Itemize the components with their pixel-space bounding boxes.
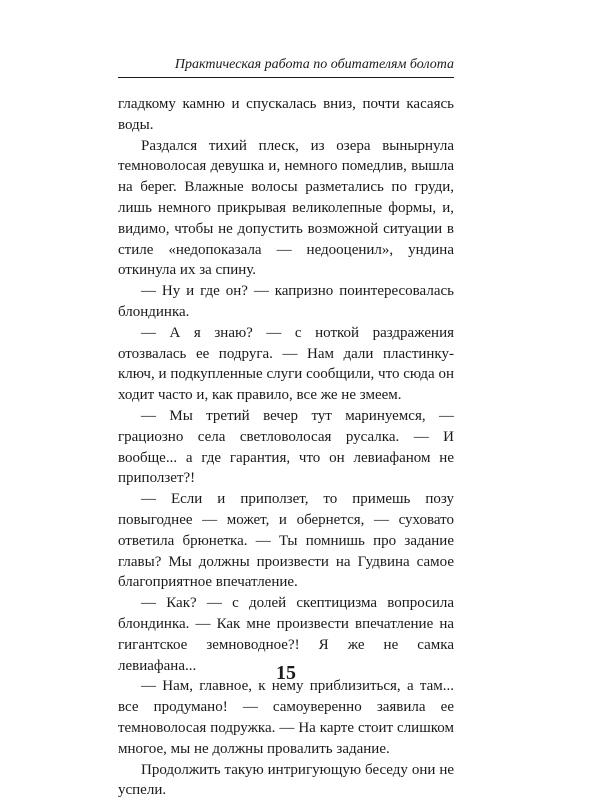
paragraph: Раздался тихий плеск, из озера вынырнула темноволосая девушка и, немного помедлив, вышла на берег. Влажные волосы разметались по груди, лишь немного прикрывая великолепные формы, и, видимо, чтобы не допустить возможной ситуации в стиле «недопоказала — недооценил», ундина откинула их за спину.	[118, 136, 454, 282]
paragraph: — Ну и где он? — капризно поинтересовалась блондинка.	[118, 281, 454, 323]
paragraph: — Нам, главное, к нему приблизиться, а там... все продумано! — самоуверенно заявила ее темноволосая подружка. — На карте стоит слишком многое, мы не должны провалить задание.	[118, 676, 454, 759]
paragraph: Продолжить такую интригующую беседу они не успели.	[118, 760, 454, 801]
paragraph: — А я знаю? — с ноткой раздражения отозвалась ее подруга. — Нам дали пластинку-ключ, и подкупленные слуги сообщили, что сюда он ходит часто и, как правило, все же не змеем.	[118, 323, 454, 406]
page-number: 15	[118, 662, 454, 685]
paragraph: гладкому камню и спускалась вниз, почти касаясь воды.	[118, 94, 454, 136]
paragraph: — Если и приползет, то примешь позу повыгоднее — может, и обернется, — суховато ответила брюнетка. — Ты помнишь про задание главы? Мы должны произвести на Гудвина самое благоприятное впечатление.	[118, 489, 454, 593]
running-head: Практическая работа по обитателям болота	[118, 56, 454, 74]
header-rule	[118, 77, 454, 78]
body-text	[118, 94, 454, 801]
paragraph: — Как? — с долей скептицизма вопросила блондинка. — Как мне произвести впечатление на гигантское земноводное?! Я же не самка левиафана...	[118, 593, 454, 676]
paragraph: — Мы третий вечер тут маринуемся, — грациозно села светловолосая русалка. — И вообще... а где гарантия, что он левиафаном не приползет?!	[118, 406, 454, 489]
